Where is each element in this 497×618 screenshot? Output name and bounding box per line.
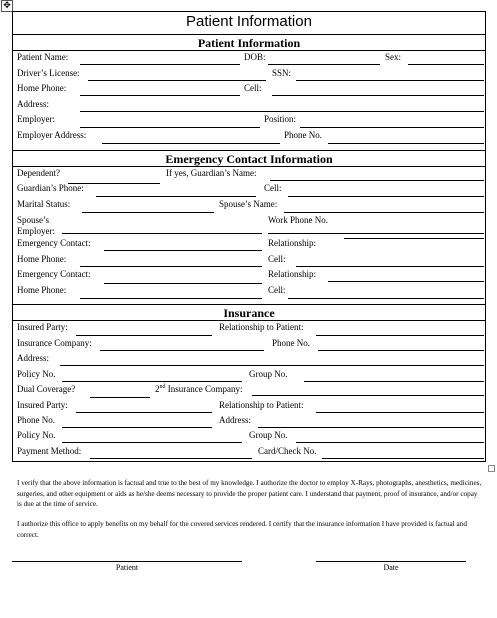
spouse-name-label: Spouse’s Name: <box>219 199 278 209</box>
relationship-to-patient-2-label: Relationship to Patient: <box>219 400 304 410</box>
dob-field[interactable] <box>268 64 380 65</box>
emergency-home-phone-2-label: Home Phone: <box>17 285 67 295</box>
patient-signature-caption: Patient <box>115 563 139 572</box>
second-prefix: 2 <box>155 384 160 394</box>
group-no-2-field[interactable] <box>296 442 484 443</box>
patient-name-label: Patient Name: <box>17 52 69 62</box>
date-signature-line[interactable] <box>316 561 466 562</box>
policy-no-label: Policy No. <box>17 369 56 379</box>
drivers-license-label: Driver’s License: <box>17 68 80 78</box>
guardian-phone-label: Guardian’s Phone: <box>17 183 84 193</box>
employer-phone-label: Phone No. <box>284 130 322 140</box>
second-insurance-company-label <box>155 384 242 395</box>
policy-no-2-field[interactable] <box>62 442 242 443</box>
relationship-2-field[interactable] <box>328 281 484 282</box>
position-field[interactable] <box>300 127 484 128</box>
ssn-label: SSN: <box>272 68 292 78</box>
relationship-to-patient-field[interactable] <box>316 335 484 336</box>
group-no-2-label: Group No. <box>249 430 288 440</box>
sex-label: Sex: <box>385 52 402 62</box>
insurance-company-field[interactable] <box>100 350 264 351</box>
dual-coverage-label: Dual Coverage? <box>17 384 76 394</box>
second-suffix: nd <box>159 384 166 390</box>
insurance-phone-field[interactable] <box>318 350 484 351</box>
spouse-name-field[interactable] <box>284 212 484 213</box>
policy-no-2-label: Policy No. <box>17 430 56 440</box>
authorize-statement: I authorize this office to apply benefits on my behalf for the covered services rendered. I certify that the insurance information I have provided is factual and correct. <box>17 520 467 539</box>
home-phone-label: Home Phone: <box>17 83 67 93</box>
section-divider <box>12 150 486 151</box>
dual-coverage-field[interactable] <box>90 397 150 398</box>
emergency-contact-1-field[interactable] <box>104 250 262 251</box>
spouse-employer-label-1: Spouse’s <box>17 215 50 225</box>
guardian-cell-field[interactable] <box>288 196 484 197</box>
dependent-label: Dependent? <box>17 168 60 178</box>
second-insurance-text: Insurance Company: <box>165 384 243 394</box>
ssn-field[interactable] <box>296 80 484 81</box>
insurance-address-label: Address: <box>17 353 49 363</box>
insurance-company-label: Insurance Company: <box>17 338 92 348</box>
section-divider <box>12 166 486 167</box>
work-phone-field[interactable] <box>268 233 484 234</box>
insurance-phone-label: Phone No. <box>272 338 310 348</box>
emergency-home-phone-1-field[interactable] <box>80 266 262 267</box>
insurance-address-2-label: Address: <box>219 415 251 425</box>
insured-party-field[interactable] <box>76 335 212 336</box>
relationship-1-label: Relationship: <box>268 238 316 248</box>
section-title-patient: Patient Information <box>197 36 301 50</box>
address-label: Address: <box>17 99 49 109</box>
payment-method-field[interactable] <box>90 458 252 459</box>
insured-party-label: Insured Party: <box>17 322 68 332</box>
date-signature-caption: Date <box>383 563 399 572</box>
emergency-home-phone-2-field[interactable] <box>80 298 262 299</box>
insurance-address-field[interactable] <box>60 365 484 366</box>
emergency-contact-2-label: Emergency Contact: <box>17 269 91 279</box>
section-divider <box>12 50 486 51</box>
emergency-cell-2-field[interactable] <box>288 298 484 299</box>
sex-field[interactable] <box>408 64 484 65</box>
insurance-phone-2-field[interactable] <box>62 427 212 428</box>
group-no-field[interactable] <box>304 381 484 382</box>
policy-no-field[interactable] <box>62 381 242 382</box>
home-phone-field[interactable] <box>80 95 240 96</box>
spouse-employer-label-2: Employer: <box>17 226 55 236</box>
employer-label: Employer: <box>17 114 55 124</box>
spouse-employer-field[interactable] <box>62 233 262 234</box>
relationship-to-patient-2-field[interactable] <box>316 412 484 413</box>
insurance-phone-2-label: Phone No. <box>17 415 55 425</box>
section-divider <box>12 320 486 321</box>
payment-method-label: Payment Method: <box>17 446 82 456</box>
position-label: Position: <box>264 114 297 124</box>
employer-field[interactable] <box>80 127 260 128</box>
relationship-to-patient-label: Relationship to Patient: <box>219 322 304 332</box>
cell-field[interactable] <box>272 95 484 96</box>
patient-name-field[interactable] <box>80 64 240 65</box>
guardian-name-field[interactable] <box>270 180 484 181</box>
card-check-no-field[interactable] <box>322 458 484 459</box>
employer-address-label: Employer Address: <box>17 130 87 140</box>
guardian-cell-label: Cell: <box>264 183 282 193</box>
employer-phone-field[interactable] <box>328 143 484 144</box>
work-phone-label: Work Phone No. <box>268 215 329 225</box>
insured-party-2-label: Insured Party: <box>17 400 68 410</box>
second-insurance-company-field[interactable] <box>252 395 484 396</box>
relationship-1-field[interactable] <box>344 238 484 239</box>
emergency-contact-1-label: Emergency Contact: <box>17 238 91 248</box>
section-title-insurance: Insurance <box>223 306 275 320</box>
dob-label: DOB: <box>244 52 266 62</box>
emergency-contact-2-field[interactable] <box>104 283 262 284</box>
emergency-cell-2-label: Cell: <box>268 285 286 295</box>
verify-statement: I verify that the above information is factual and true to the best of my knowledge. I authorize the doctor to employ X-Rays, photographs, anesthetics, medicines, surgeries, and other equipment or aids as he/she deems necessary to provide the proper patient care. I understand that payment, proof of insurance, and/or copay is due at the time of service. <box>17 479 482 508</box>
emergency-cell-1-label: Cell: <box>268 254 286 264</box>
card-check-no-label: Card/Check No. <box>258 446 317 456</box>
guardian-phone-field[interactable] <box>96 196 256 197</box>
table-resize-handle-icon[interactable] <box>488 465 495 472</box>
cell-label: Cell: <box>244 83 262 93</box>
address-field[interactable] <box>80 111 484 112</box>
emergency-home-phone-1-label: Home Phone: <box>17 254 67 264</box>
relationship-2-label: Relationship: <box>268 269 316 279</box>
patient-signature-line[interactable] <box>12 561 242 562</box>
marital-status-field[interactable] <box>82 212 214 213</box>
section-divider <box>12 304 486 305</box>
insured-party-2-field[interactable] <box>76 412 212 413</box>
guardian-name-label: If yes, Guardian’s Name: <box>166 168 257 178</box>
insurance-address-2-field[interactable] <box>258 427 484 428</box>
marital-status-label: Marital Status: <box>17 199 71 209</box>
drivers-license-field[interactable] <box>88 80 266 81</box>
document-title: Patient Information <box>186 13 312 30</box>
emergency-cell-1-field[interactable] <box>296 266 484 267</box>
section-title-emergency: Emergency Contact Information <box>165 152 333 166</box>
table-move-handle-icon[interactable]: ✥ <box>1 0 13 12</box>
section-divider <box>12 34 486 35</box>
employer-address-field[interactable] <box>102 143 280 144</box>
group-no-label: Group No. <box>249 369 288 379</box>
